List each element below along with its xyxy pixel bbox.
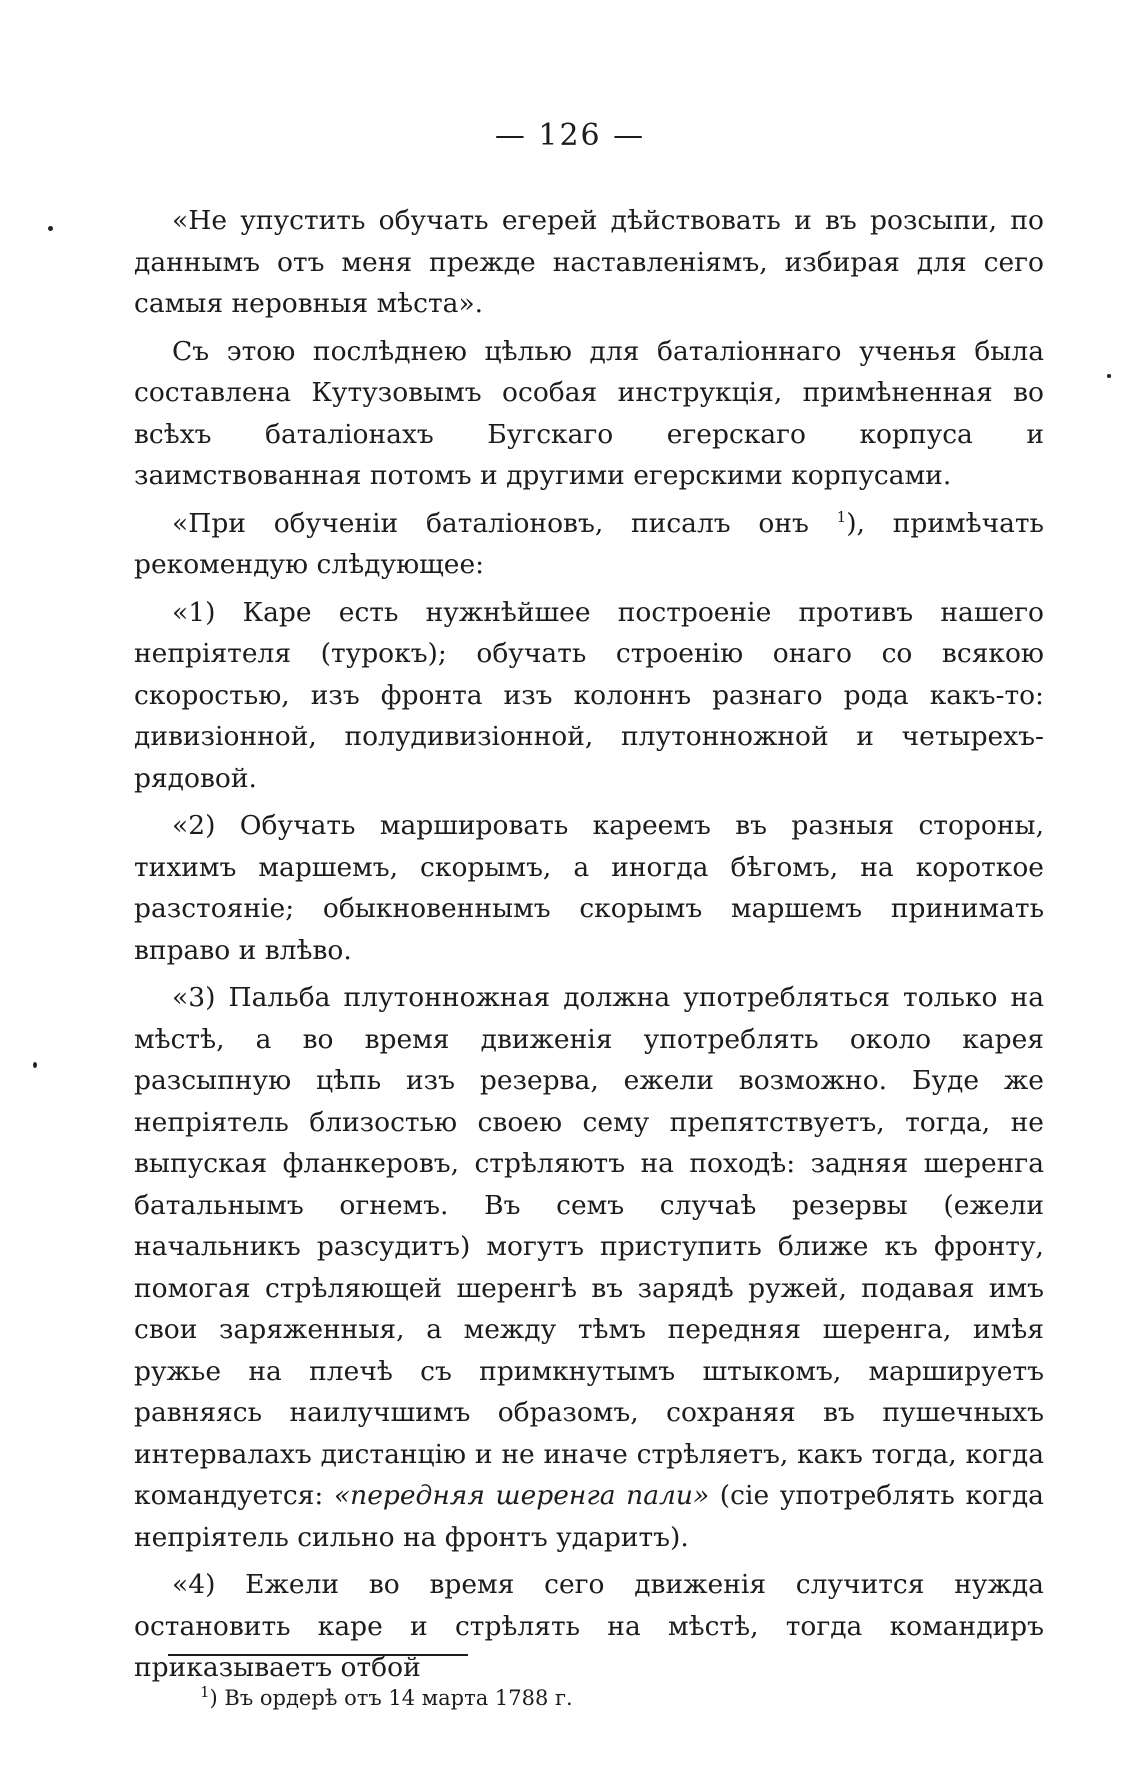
print-speck bbox=[1107, 374, 1111, 378]
paragraph bbox=[134, 805, 1044, 971]
paragraph bbox=[134, 331, 1044, 497]
paragraph bbox=[134, 1564, 1044, 1689]
paragraph bbox=[134, 592, 1044, 800]
page-number: — 126 — bbox=[494, 118, 646, 153]
paragraph-text: ), примѣчать рекомендую слѣдующее: bbox=[134, 507, 1044, 580]
paragraph-text: (сіе употреблять когда непріятель сильно на фронтъ ударитъ). bbox=[134, 1480, 1044, 1553]
paragraph-text: «4) Ежели во время сего движенія случится нужда остановить каре и стрѣлять на мѣстѣ, тогда командиръ приказываетъ отбой bbox=[134, 1569, 1044, 1683]
footnote-text: ) Въ ордерѣ отъ 14 марта 1788 г. bbox=[209, 1686, 573, 1710]
footnote bbox=[200, 1683, 573, 1710]
quoted-command: «передняя шеренга пали» bbox=[333, 1480, 710, 1511]
paragraph-text: «При обученіи баталіоновъ, писалъ онъ bbox=[172, 507, 837, 539]
paragraph-text: «2) Обучать маршировать кареемъ въ разныя стороны, тихимъ маршемъ, скорымъ, а иногда бѣгомъ, на короткое разстояніе; обыкновеннымъ скорымъ маршемъ принимать вправо и влѣво. bbox=[134, 810, 1044, 966]
footnote-marker: 1 bbox=[200, 1683, 210, 1701]
paragraph bbox=[134, 200, 1044, 325]
paragraph-text: «Не упустить обучать егерей дѣйствовать и въ розсыпи, по даннымъ отъ меня прежде наставленіямъ, избирая для сего самыя неровныя мѣста». bbox=[134, 205, 1044, 319]
footnote-divider bbox=[168, 1654, 468, 1656]
paragraph bbox=[134, 977, 1044, 1558]
print-speck bbox=[33, 1062, 37, 1068]
paragraph-text: «1) Каре есть нужнѣйшее построеніе противъ нашего непріятеля (турокъ); обучать строенію онаго со всякою скоростью, изъ фронта изъ колоннъ разнаго рода какъ-то: дивизіонной, полудивизіонной, плутонножной и четырехъ-рядовой. bbox=[134, 596, 1044, 794]
print-speck bbox=[48, 226, 53, 231]
footnote-reference: 1 bbox=[836, 507, 847, 526]
paragraph-text: «3) Пальба плутонножная должна употребляться только на мѣстѣ, а во время движенія употреблять около карея разсыпную цѣпь изъ резерва, ежели возможно. Буде же непріятель близостью своею сему препятствуетъ, тогда, не выпуская фланкеровъ, стрѣляютъ на походѣ: задняя шеренга батальнымъ огнемъ. Въ семъ случаѣ резервы (ежели начальникъ разсудитъ) могутъ приступить ближе къ фронту, помогая стрѣляющей шеренгѣ въ зарядѣ ружей, подавая имъ свои заряженныя, а между тѣмъ передняя шеренга, имѣя ружье на плечѣ съ примкнутымъ штыкомъ, маршируетъ равняясь наилучшимъ образомъ, сохраняя въ пушечныхъ интервалахъ дистанцію и не иначе стрѣляетъ, какъ тогда, когда командуется: bbox=[134, 982, 1044, 1511]
paragraph bbox=[134, 503, 1044, 586]
main-text bbox=[134, 200, 1044, 1695]
paragraph-text: Съ этою послѣднею цѣлью для баталіоннаго ученья была составлена Кутузовымъ особая инструкція, примѣненная во всѣхъ баталіонахъ Бугскаго егерскаго корпуса и заимствованная потомъ и другими егерскими корпусами. bbox=[134, 335, 1044, 491]
